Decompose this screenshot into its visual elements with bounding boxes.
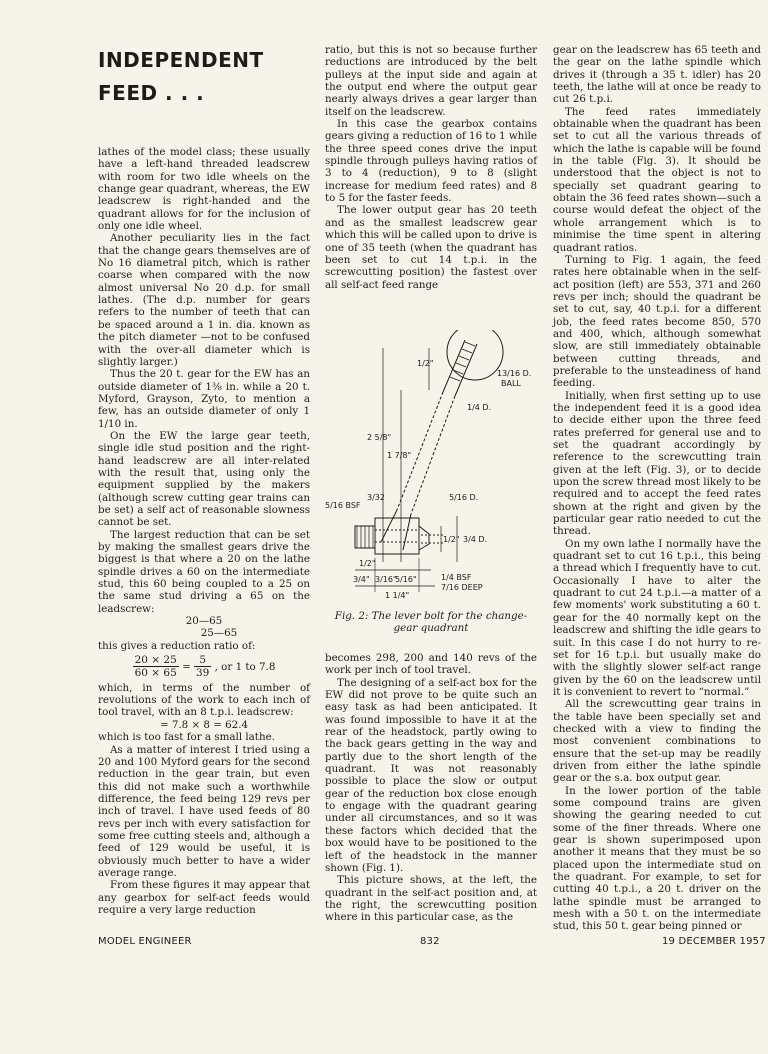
- paragraph: ratio, but this is not so because further reductions are introduced by the belt pulleys at the input side and again at the output end where the output gear nearly always drives a gear larger than itself on the leadscrew.: [325, 44, 537, 118]
- paragraph: Initially, when first setting up to use the independent feed it is a good idea to decide either upon the three feed rates preferred for general use and to set the quadrant accordingly by reference to the screwcutting train given at the left (Fig. 3), or to decide upon the screw thread most likely to be required and to accept the feed rates shown at the right and given by the particular gear ratio needed to cut the thread.: [553, 389, 761, 538]
- dim-label: 3/4 D.: [463, 535, 488, 544]
- figure-caption: Fig. 2: The lever bolt for the change-gear quadrant: [334, 610, 528, 635]
- gear-train-line-1: 20—65: [185, 615, 223, 628]
- footer-page-number: 832: [420, 936, 440, 947]
- paragraph: which is too fast for a small lathe.: [98, 731, 275, 744]
- dim-label: 1/2": [417, 359, 434, 368]
- paragraph: lathes of the model class; these usually have a left-hand threaded leadscrew with room for two idle wheels on the change gear quadrant, whereas, the EW leadscrew is right-handed and the quadrant allows for for the inclusion of only one idle wheel.: [98, 146, 310, 233]
- paragraph: Thus the 20 t. gear for the EW has an outside diameter of 1⅜ in. while a 20 t. Myford, Grayson, Zyto, to mention a few, has an outside diameter of only 1 1/10 in.: [98, 368, 310, 430]
- column-1: [98, 146, 310, 916]
- dim-label: 5/16 D.: [449, 493, 479, 502]
- column-2: [325, 44, 537, 291]
- revolutions-text: which, in terms of the number of revolutions of the work to each inch of tool travel, with an 8 t.p.i. leadscrew:: [98, 681, 310, 719]
- paragraph: The designing of a self-act box for the EW did not prove to be quite such an easy task as had been anticipated. It was found impossible to have it at the rear of the headstock, partly owing to the back gears getting in the way and partly due to the short length of the quadrant. It was not reasonably possible to place the slow or output gear of the reduction box close enough to engage with the quadrant gearing under all circumstances, and so it was these factors which decided that the box would have to be positioned to the left of the headstock in the manner shown (Fig. 1).: [325, 676, 537, 874]
- column-2-lower: [325, 652, 537, 924]
- ratio-fraction-1: $\frac{20 \times 25}{60 \times 65}$: [134, 654, 177, 680]
- paragraph: This picture shows, at the left, the quadrant in the self-act position and, at the right, the screwcutting position where in this particular case, as the: [325, 874, 537, 924]
- gear-train-line-2: 25—65: [200, 627, 238, 640]
- dim-label: 3/4": [353, 575, 370, 584]
- dim-label: 1/4 D.: [467, 403, 492, 412]
- dim-label: 2 5/8": [367, 433, 392, 442]
- paragraph: All the screwcutting gear trains in the table have been specially set and checked with a view to finding the most convenient combinations to ensure that the set-up may be readily driven from either the lathe spindle gear or the s.a. box output gear.: [553, 698, 761, 785]
- paragraph: Another peculiarity lies in the fact that the change gears themselves are of No 16 diametral pitch, which is rather coarse when compared with the now almost universal No 20 d.p. for small lathes. (The d.p. number for gears refers to the number of teeth that can be spaced around a 1 in. dia. known as the pitch diameter —not to be confused with the over-all diameter which is slightly larger.): [98, 232, 310, 368]
- lever-bolt-drawing: [325, 330, 537, 608]
- paragraph: In the lower portion of the table some compound trains are given showing the gearing needed to cut some of the finer threads. Where one gear is shown superimposed upon another it means that they must be so placed upon the intermediate stud on the quadrant. For example, to set for cutting 40 t.p.i., a 20 t. driver on the lathe spindle must be arranged to mesh with a 50 t. on the intermediate stud, this 50 t. gear being pinned or: [553, 784, 761, 933]
- dim-label: 5/16 BSF: [325, 501, 361, 510]
- article-title: INDEPENDENT FEED . . .: [98, 48, 264, 105]
- paragraph: On the EW the large gear teeth, single idle stud position and the right-hand leadscrew are all inter-related with the result that, using only the equipment supplied by the makers (although screw cutting gear trains can be set) a self act of reasonable slowness cannot be set.: [98, 429, 310, 529]
- paragraph: From these figures it may appear that any gearbox for self-act feeds would require a very large reduction: [98, 879, 310, 916]
- ratio-intro: this gives a reduction ratio of:: [98, 639, 256, 652]
- paragraph: becomes 298, 200 and 140 revs of the work per inch of tool travel.: [325, 652, 537, 677]
- calc-line: = 7.8 × 8 = 62.4: [159, 718, 249, 731]
- paragraph: Turning to Fig. 1 again, the feed rates here obtainable when in the self-act position (left) are 553, 371 and 260 revs per inch; should the quadrant be set to cut, say, 40 t.p.i. for a different job, the feed rates become 850, 570 and 400, which, although somewhat slow, are still immediately obtainable between cutting threads, and preferable to the unsteadiness of hand feeding.: [553, 253, 761, 390]
- paragraph: As a matter of interest I tried using a 20 and 100 Myford gears for the second reduction in the gear train, but even this did not make such a worthwhile difference, the feed being 129 revs per inch of travel. I have used feeds of 80 revs per inch with every satisfaction for some free cutting steels and, although a feed of 129 would be useful, it is obviously much better to have a wider average range.: [98, 743, 310, 879]
- dim-label: 1/2": [359, 559, 376, 568]
- dim-label: 1 1/4": [385, 591, 410, 600]
- column-3: [553, 44, 761, 933]
- dim-label: 1/2": [443, 535, 460, 544]
- lever-bolt-figure: [325, 330, 537, 608]
- dim-label: 7/16 DEEP: [441, 583, 483, 592]
- paragraph: In this case the gearbox contains gears giving a reduction of 16 to 1 while the three speed cones drive the input spindle through pulleys having ratios of 3 to 4 (reduction), 9 to 8 (slight increase for medium feed rates) and 8 to 5 for the faster feeds.: [325, 118, 537, 205]
- paragraph: The lower output gear has 20 teeth and as the smallest leadscrew gear which this will be called upon to drive is one of 35 teeth (when the quadrant has been set to cut 14 t.p.i. in the screwcutting position) the fastest over all self-act feed range: [325, 204, 537, 291]
- dim-label: 1 7/8": [387, 451, 412, 460]
- dim-label: 13/16 D.: [497, 369, 532, 378]
- ratio-equation: $\frac{20 \times 25}{60 \times 65}$ = $\frac{5}{39}$ , or 1 to 7.8: [134, 654, 276, 680]
- dim-label: 3/32: [367, 493, 385, 502]
- paragraph: The feed rates immediately obtainable when the quadrant has been set to cut all the various threads of which the lathe is capable will be found in the table (Fig. 3). It should be understood that the object is not to specially set quadrant gearing to obtain the 36 feed rates shown—such a course would defeat the object of the whole arrangement which is to minimise the time spent in altering quadrant ratios.: [553, 105, 761, 254]
- paragraph: On my own lathe I normally have the quadrant set to cut 16 t.p.i., this being a thread which I frequently have to cut. Occasionally I have to alter the quadrant to cut 24 t.p.i.—a matter of a few moments' work substituting a 60 t. gear for the 40 normally kept on the leadscrew and shifting the idle gears to suit. In this case I do not hurry to re-set for 16 t.p.i. but usually make do with the slightly slower self-act range given by the 60 on the leadscrew until it is convenient to revert to “normal.”: [553, 537, 761, 698]
- footer-date: 19 DECEMBER 1957: [662, 936, 766, 947]
- dim-label: 5/16": [395, 575, 417, 584]
- paragraph: The largest reduction that can be set by making the smallest gears drive the biggest is that where a 20 on the lathe spindle drives a 60 on the intermediate stud, this 60 being coupled to a 25 on the same stud driving a 65 on the leadscrew:: [98, 528, 310, 615]
- dim-label: 3/16": [375, 575, 397, 584]
- dim-label: BALL: [501, 379, 521, 388]
- dim-label: 1/4 BSF: [441, 573, 472, 582]
- ratio-fraction-2: $\frac{5}{39}$: [195, 654, 210, 680]
- paragraph: gear on the leadscrew has 65 teeth and the gear on the lathe spindle which drives it (through a 35 t. idler) has 20 teeth, the lathe will at once be ready to cut 26 t.p.i.: [553, 44, 761, 106]
- footer-publication: MODEL ENGINEER: [98, 936, 192, 947]
